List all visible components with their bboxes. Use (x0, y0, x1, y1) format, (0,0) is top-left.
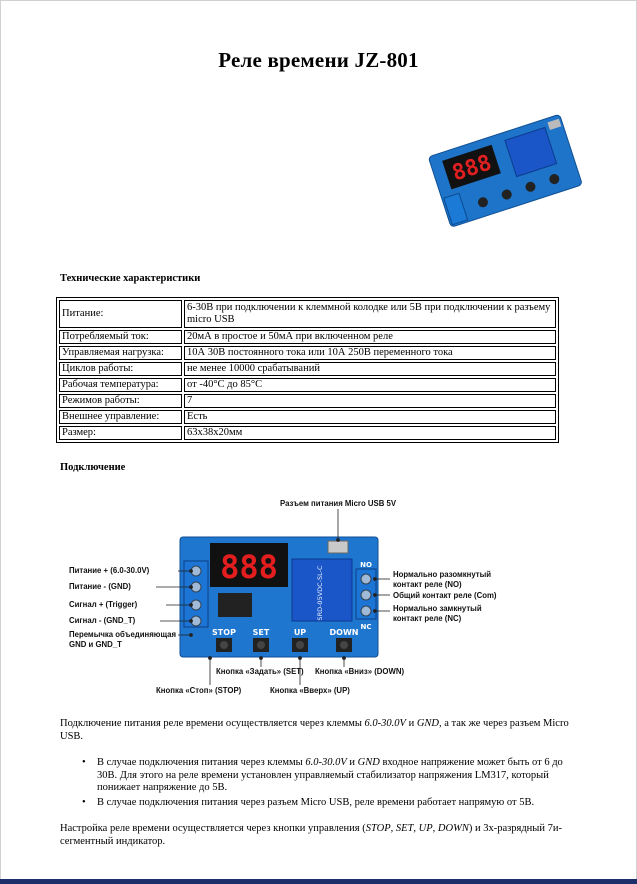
label-jumper-2: GND и GND_T (69, 640, 122, 649)
spec-value: от -40°С до 85°С (184, 378, 556, 392)
label-nc-1: Нормально замкнутый (393, 604, 482, 613)
label-power-minus: Питание - (GND) (69, 582, 131, 591)
spec-value: не менее 10000 срабатываний (184, 362, 556, 376)
table-row (59, 378, 556, 392)
label-no-1: Нормально разомкнутый (393, 570, 492, 579)
label-no-2: контакт реле (NO) (393, 580, 462, 589)
table-row (59, 426, 556, 440)
spec-key: Размер: (59, 426, 182, 440)
spec-value: 20мА в простое и 50мА при включенном реле (184, 330, 556, 344)
label-com: Общий контакт реле (Com) (393, 591, 497, 600)
table-row (59, 346, 556, 360)
stop-silk: STOP (212, 628, 236, 637)
table-row (59, 394, 556, 408)
page-title: Реле времени JZ-801 (218, 48, 419, 72)
svg-text:888: 888 (449, 150, 495, 187)
spec-key: Питание: (59, 300, 182, 328)
bullet-icon: • (82, 757, 86, 768)
spec-value: 63x38x20мм (184, 426, 556, 440)
spec-key: Управляемая нагрузка: (59, 346, 182, 360)
spec-value: 10А 30В постоянного тока или 10А 250В переменного тока (184, 346, 556, 360)
table-row (59, 410, 556, 424)
bullet-icon: • (82, 796, 86, 808)
spec-key: Потребляемый ток: (59, 330, 182, 344)
no-label: NO (360, 561, 372, 569)
table-row (59, 330, 556, 344)
list-item: • В случае подключения питания через разъем Micro USB, реле времени работает напрямую от 5В. (82, 796, 535, 808)
usb-connector (328, 541, 348, 553)
set-silk: SET (252, 628, 270, 637)
paragraph-power: Подключение питания реле времени осуществляется через клеммы 6.0-30.0V и GND, а так же через разъем Micro USB. (60, 718, 569, 742)
label-power-plus: Питание + (6.0-30.0V) (69, 566, 150, 575)
spec-value: 7 (184, 394, 556, 408)
label-signal-plus: Сигнал + (Trigger) (69, 600, 138, 609)
spec-value: 6-30В при подключении к клеммной колодке или 5В при подключении к разъему micro USB (184, 300, 556, 328)
spec-key: Внешнее управление: (59, 410, 182, 424)
relay-label: SRD-05VDC-SL-C (316, 565, 324, 621)
spec-value: Есть (184, 410, 556, 424)
label-nc-2: контакт реле (NC) (393, 614, 462, 623)
bullet-list (60, 757, 580, 811)
label-set-button: Кнопка «Задать» (SET) (216, 667, 304, 676)
up-silk: UP (293, 628, 307, 637)
label-down-button: Кнопка «Вниз» (DOWN) (315, 667, 405, 676)
label-up-button: Кнопка «Вверх» (UP) (270, 686, 350, 695)
table-row (59, 362, 556, 376)
display-digits: 888 (220, 548, 278, 586)
nc-label: NC (360, 623, 372, 631)
usb-label: Разъем питания Micro USB 5V (280, 499, 397, 508)
connection-heading: Подключение (60, 462, 126, 473)
down-silk: DOWN (329, 628, 359, 637)
specs-heading: Технические характеристики (60, 273, 201, 284)
label-signal-minus: Сигнал - (GND_T) (69, 616, 136, 625)
paragraph-setup: Настройка реле времени осуществляется через кнопки управления (STOP, SET, UP, DOWN) и 3х-разрядный 7и-сегментный индикатор. (60, 823, 562, 847)
list-item: • В случае подключения питания через клеммы 6.0-30.0V и GND входное напряжение может быть от 6 до 30В. Для этого на реле времени установлен управляемый стабилизатор напряжения LM317, который понижает напряжение до 5В. (82, 757, 563, 793)
label-jumper-1: Перемычка объединяющая (69, 630, 177, 639)
specs-table (56, 297, 559, 443)
label-stop-button: Кнопка «Стоп» (STOP) (156, 686, 242, 695)
chip (218, 593, 252, 617)
spec-key: Режимов работы: (59, 394, 182, 408)
product-photo (425, 112, 585, 234)
wiring-diagram (60, 495, 497, 705)
spec-key: Рабочая температура: (59, 378, 182, 392)
table-row (59, 300, 556, 328)
spec-key: Циклов работы: (59, 362, 182, 376)
bottom-bar (0, 879, 637, 884)
